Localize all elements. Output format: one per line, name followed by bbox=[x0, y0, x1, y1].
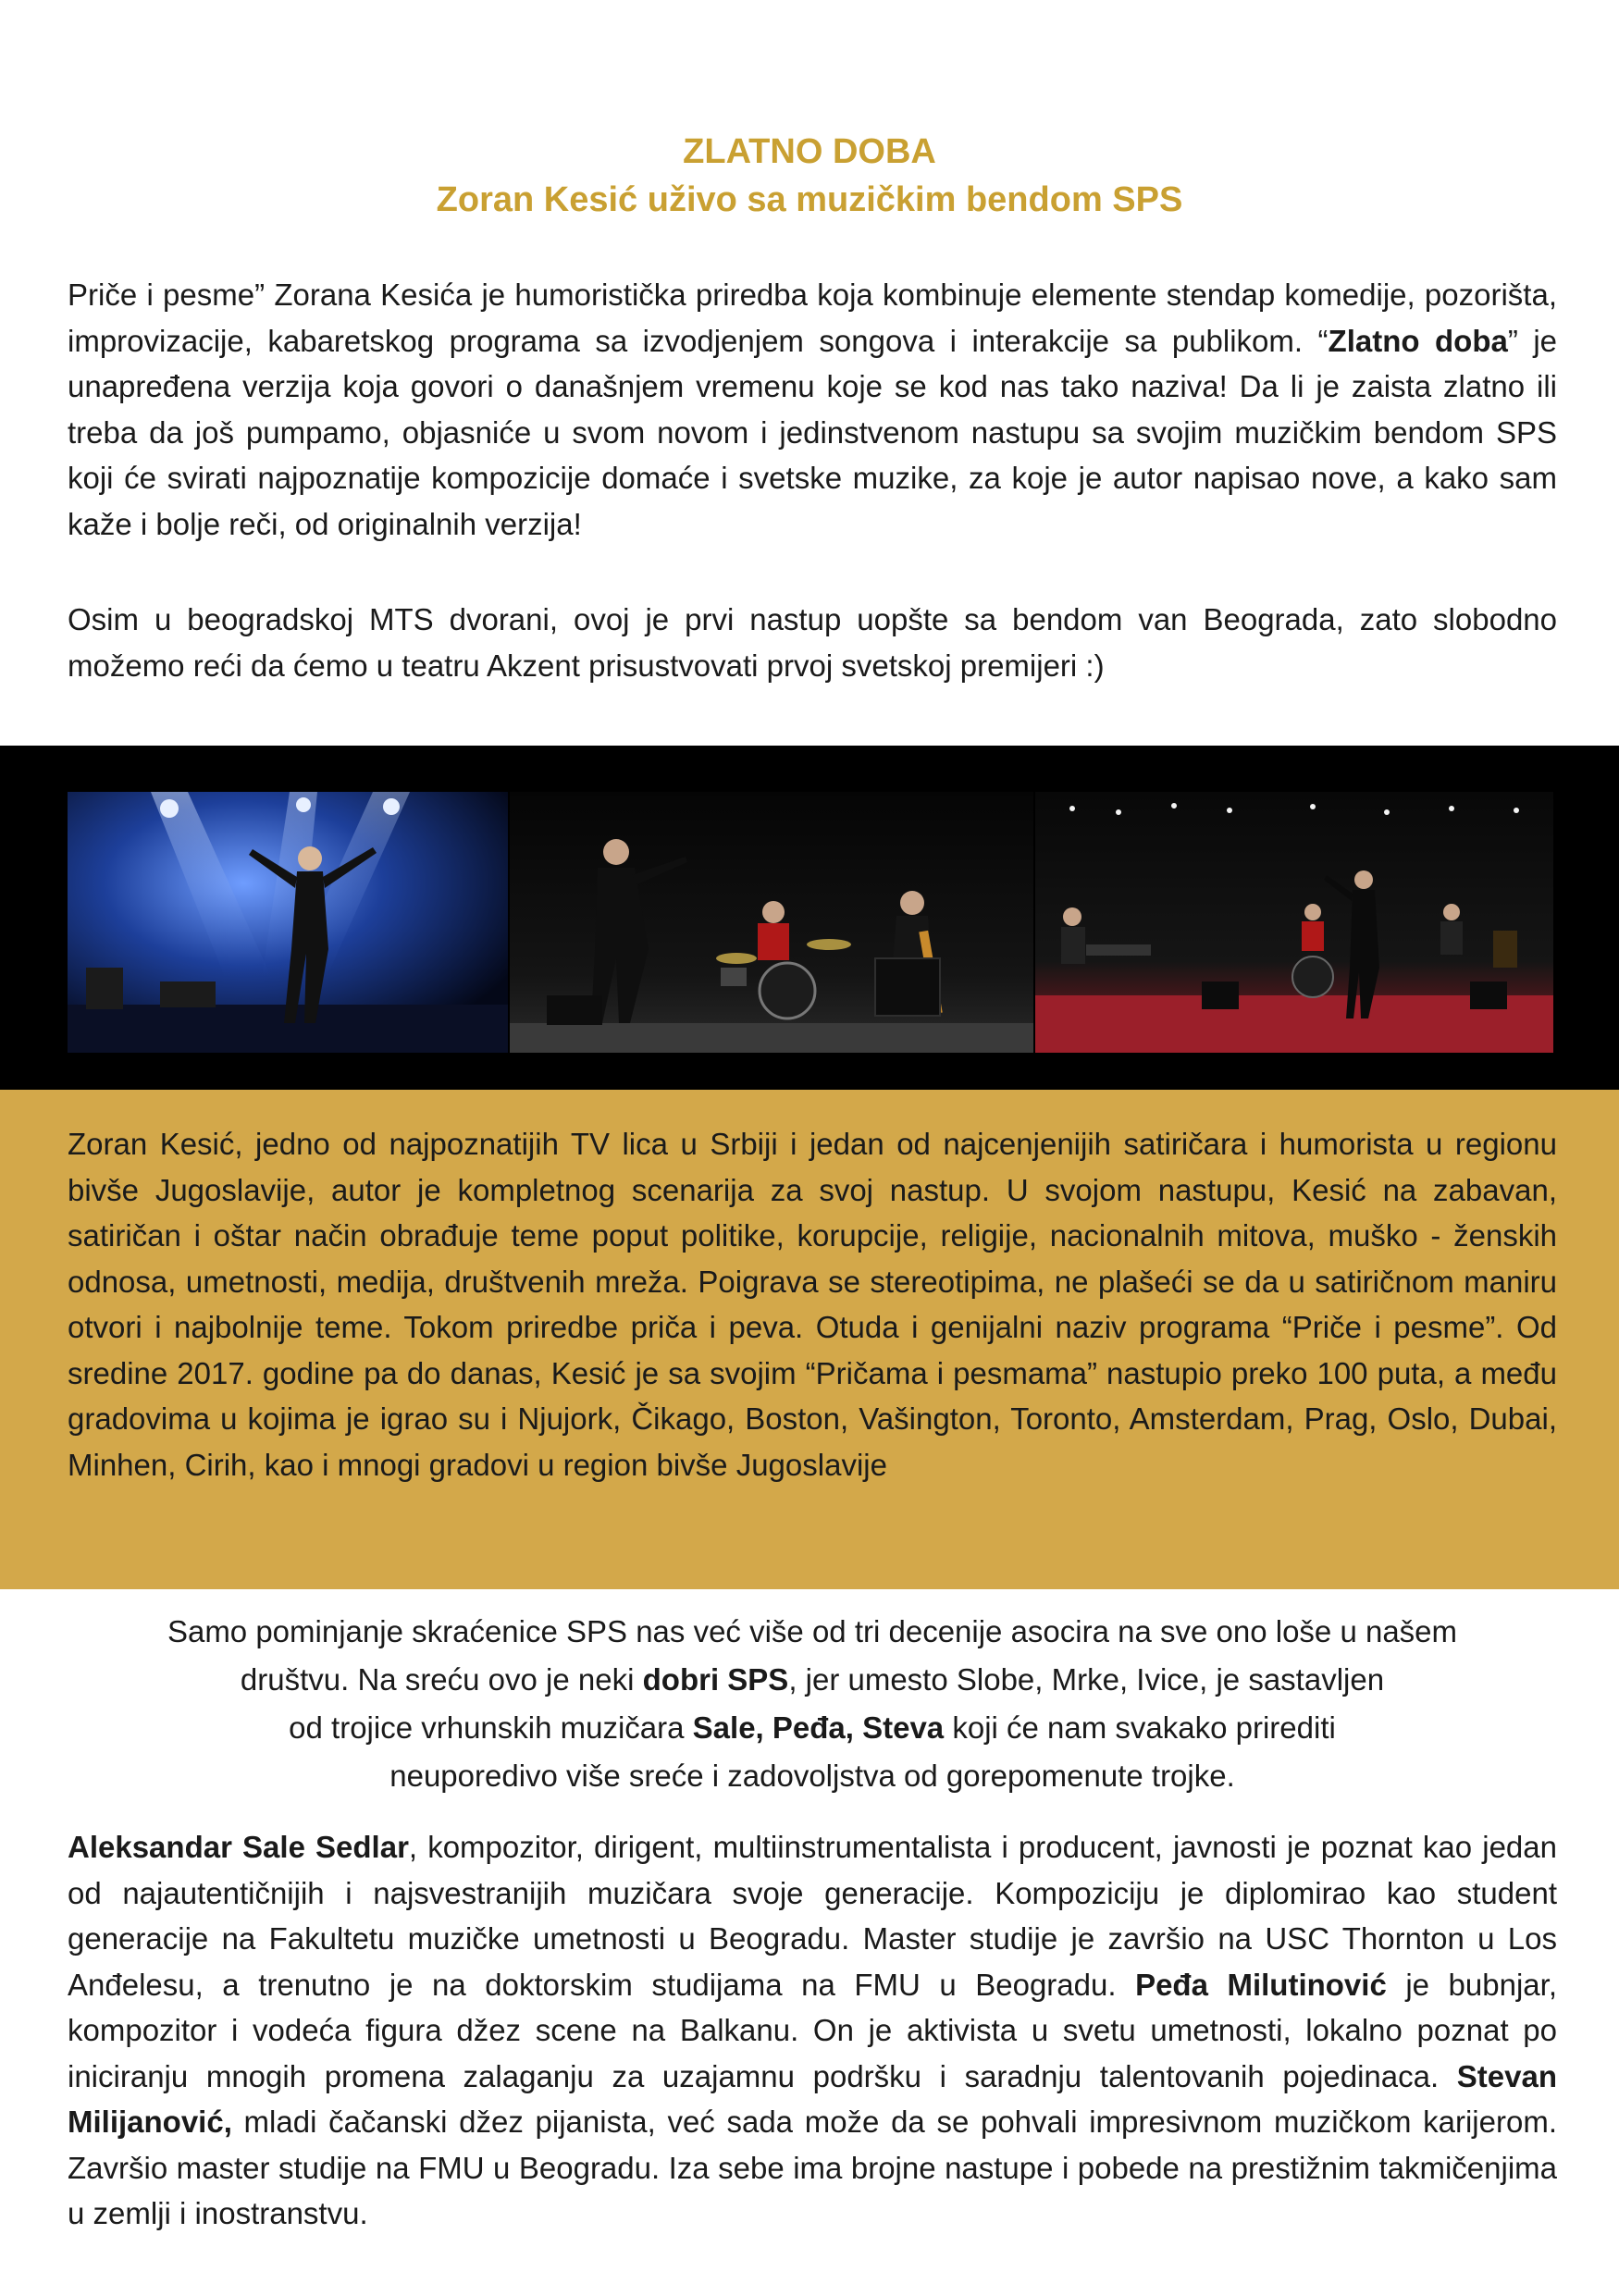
bio-paragraph: Zoran Kesić, jedno od najpoznatijih TV lica u Srbiji i jedan od najcenjenijih satiričara i humorista u regionu bivše Jugoslavije, autor je kompletnog scenarija za svoj nastup. U svojom nastupu, Kesić na zabavan, satiričan i oštar način obrađuje teme poput politike, korupcije, religije, nacionalnih mitova, muško - ženskih odnosa, umetnosti, medija, društvenih mreža. Poigrava se stereotipima, ne plašeći se da u satiričnom maniru otvori i najbolnije teme. Tokom priredbe priča i peva. Otuda i genijalni naziv programa “Priče i pesme”. Od sredine 2017. godine pa do danas, Kesić je sa svojim “Pričama i pesmama” nastupio preko 100 puta, a među gradovima u kojima je igrao su i Njujork, Čikago, Boston, Vašington, Toronto, Amsterdam, Prag, Oslo, Dubai, Minhen, Cirih, kao i mnogi gradovi u region bivše Jugoslavije bbox=[68, 1127, 1557, 1482]
intro-paragraph bbox=[68, 272, 1557, 547]
intro-bold-title: Zlatno doba bbox=[1328, 323, 1508, 358]
band-intro-block bbox=[68, 1608, 1557, 1800]
band-intro-line-3 bbox=[68, 1704, 1557, 1752]
band-intro-text: od trojice vrhunskih muzičara bbox=[289, 1710, 693, 1745]
musician-text: , kompozitor, dirigent, multiinstrumentalista i producent, javnosti je poznat kao jedan od najautentičnijih i najsvestranijih muzičara svoje generacije. Kompoziciju je diplomirao kao student generacije na Fakultetu muzičke umetnosti u Beogradu. Master studije je završio na USC Thornton u Los Anđelesu, a trenutno je na doktorskim studijama na FMU u Beogradu. bbox=[68, 1830, 1557, 2002]
band-intro-line-4: neuporedivo više sreće i zadovoljstva od gorepomenute trojke. bbox=[389, 1759, 1235, 1793]
band-intro-line-1: Samo pominjanje skraćenice SPS nas već više od tri decenije asocira na sve ono loše u našem bbox=[167, 1614, 1458, 1648]
premiere-paragraph: Osim u beogradskoj MTS dvorani, ovoj je prvi nastup uopšte sa bendom van Beograda, zato slobodno možemo reći da ćemo u teatru Akzent prisustvovati prvoj svetskoj premijeri :) bbox=[68, 602, 1557, 683]
musicians-paragraph bbox=[68, 1824, 1557, 2237]
intro-text-b: ” je unapređena verzija koja govori o današnjem vremenu koje se kod nas tako naziva! Da li je zaista zlatno ili treba da još pumpamo, objasniće u svom novom i jedinstvenom nastupu sa svojim muzičkim bendom SPS koji će svirati najpoznatije kompozicije domaće i svetske muzike, za koje je autor napisao nove, a kako sam kaže i bolje reči, od originalnih verzija! bbox=[68, 323, 1557, 541]
page-subtitle: Zoran Kesić uživo sa muzičkim bendom SPS bbox=[436, 180, 1183, 219]
stage-photo-wide bbox=[1035, 792, 1553, 1053]
band-intro-text: koji će nam svakako prirediti bbox=[944, 1710, 1336, 1745]
band-intro-line-2 bbox=[68, 1656, 1557, 1704]
title-block bbox=[0, 128, 1619, 224]
stage-photo-band bbox=[510, 792, 1033, 1053]
musician-text: je bubnjar, kompozitor i vodeća figura džez scene na Balkanu. On je aktivista u svetu umetnosti, lokalno poznat po iniciranju mnogih promena zalaganju za uzajamnu podršku i saradnju talentovanih pojedinaca. bbox=[68, 1967, 1557, 2093]
musician-name-milijanovic: Stevan Milijanović, bbox=[68, 2058, 1557, 2139]
page-title: ZLATNO DOBA bbox=[683, 132, 936, 171]
musician-text: mladi čačanski džez pijanista, već sada može da se pohvali impresivnom muzičkom karijerom. Završio master studije na FMU u Beogradu. Iza sebe ima brojne nastupe i pobede na prestižnim takmičenjima u zemlji i inostranstvu. bbox=[68, 2105, 1557, 2230]
band-members-bold: Sale, Peđa, Steva bbox=[692, 1710, 945, 1745]
stage-photo-performer bbox=[68, 792, 508, 1053]
photo-strip bbox=[0, 746, 1619, 1090]
musician-name-milutinovic: Peđa Milutinović bbox=[1135, 1967, 1387, 2002]
band-intro-text: , jer umesto Slobe, Mrke, Ivice, je sastavljen bbox=[788, 1662, 1385, 1697]
intro-text-a: Priče i pesme” Zorana Kesića je humoristička priredba koja kombinuje elemente stendap komedije, pozorišta, improvizacije, kabaretskog programa sa izvodjenjem songova i interakcije sa publikom. “ bbox=[68, 278, 1557, 358]
band-intro-bold: dobri SPS bbox=[642, 1662, 789, 1697]
musician-name-sedlar: Aleksandar Sale Sedlar bbox=[68, 1830, 409, 1864]
band-intro-text: društvu. Na sreću ovo je neki bbox=[240, 1662, 643, 1697]
